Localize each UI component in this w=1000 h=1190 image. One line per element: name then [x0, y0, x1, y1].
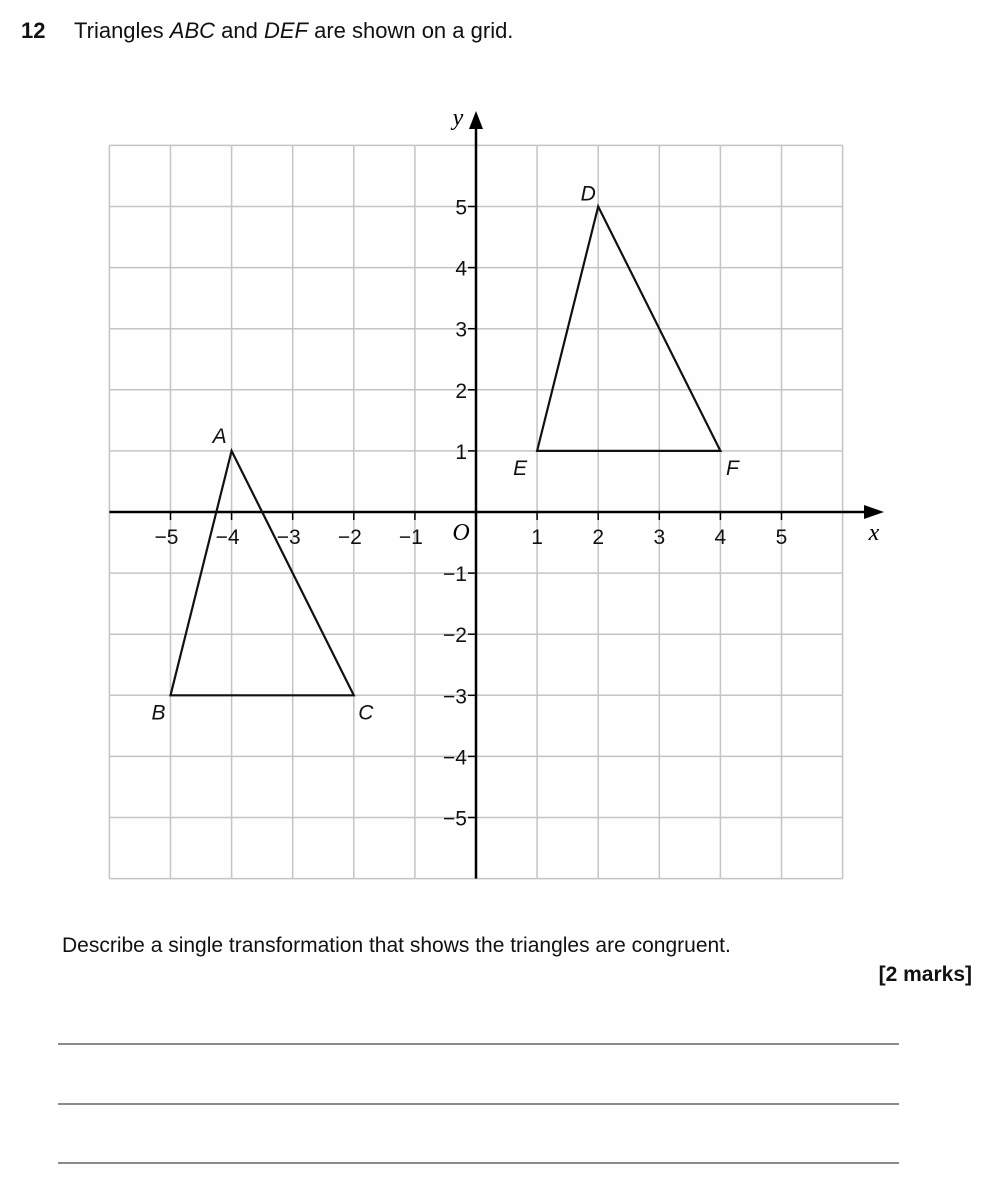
- origin-label: O: [452, 520, 470, 546]
- vertex-label-b: B: [151, 701, 166, 725]
- question-number: 12: [21, 18, 46, 43]
- y-axis-label: y: [452, 105, 464, 131]
- vertex-label-c: C: [358, 701, 374, 725]
- y-tick-label: 5: [455, 196, 467, 220]
- marks-label: [2 marks]: [878, 963, 972, 986]
- y-tick-label: −3: [443, 685, 467, 709]
- y-tick-label: −4: [443, 746, 467, 770]
- x-tick-label: 3: [653, 526, 666, 549]
- x-tick-label: 5: [775, 526, 788, 549]
- x-tick-label: −5: [154, 526, 179, 549]
- question-text-part: and: [215, 18, 264, 43]
- y-axis-arrow-icon: [469, 111, 483, 129]
- question-text-part: are shown on a grid.: [307, 18, 514, 43]
- x-axis-arrow-icon: [864, 505, 884, 519]
- triangle-def-name: DEF: [263, 18, 308, 43]
- y-tick-label: −1: [443, 563, 467, 587]
- x-axis-label: x: [868, 520, 880, 546]
- vertex-label-f: F: [725, 456, 739, 480]
- question-text-part: Triangles: [74, 18, 170, 43]
- vertex-label-d: D: [580, 182, 596, 206]
- axes: [109, 111, 884, 879]
- x-tick-label: 2: [592, 526, 605, 549]
- x-tick-label: −4: [215, 526, 240, 549]
- x-tick-label: −2: [337, 526, 362, 549]
- answer-line-2[interactable]: [58, 1103, 899, 1105]
- y-tick-label: −5: [443, 807, 467, 831]
- y-tick-label: −2: [443, 624, 467, 648]
- question-prompt: Describe a single transformation that shows the triangles are congruent.: [62, 934, 731, 957]
- x-tick-label: 4: [714, 526, 727, 549]
- vertex-label-a: A: [212, 424, 227, 448]
- x-tick-label: −3: [276, 526, 301, 549]
- y-tick-label: 2: [455, 379, 467, 403]
- triangle-abc-name: ABC: [169, 18, 216, 43]
- answer-line-1[interactable]: [58, 1043, 899, 1045]
- answer-line-3[interactable]: [58, 1162, 899, 1164]
- y-tick-label: 1: [455, 440, 467, 464]
- y-tick-label: 3: [455, 318, 467, 342]
- x-tick-label: 1: [531, 526, 543, 549]
- x-tick-label: −1: [398, 526, 423, 549]
- y-tick-label: 4: [455, 257, 467, 281]
- vertex-label-e: E: [513, 456, 528, 480]
